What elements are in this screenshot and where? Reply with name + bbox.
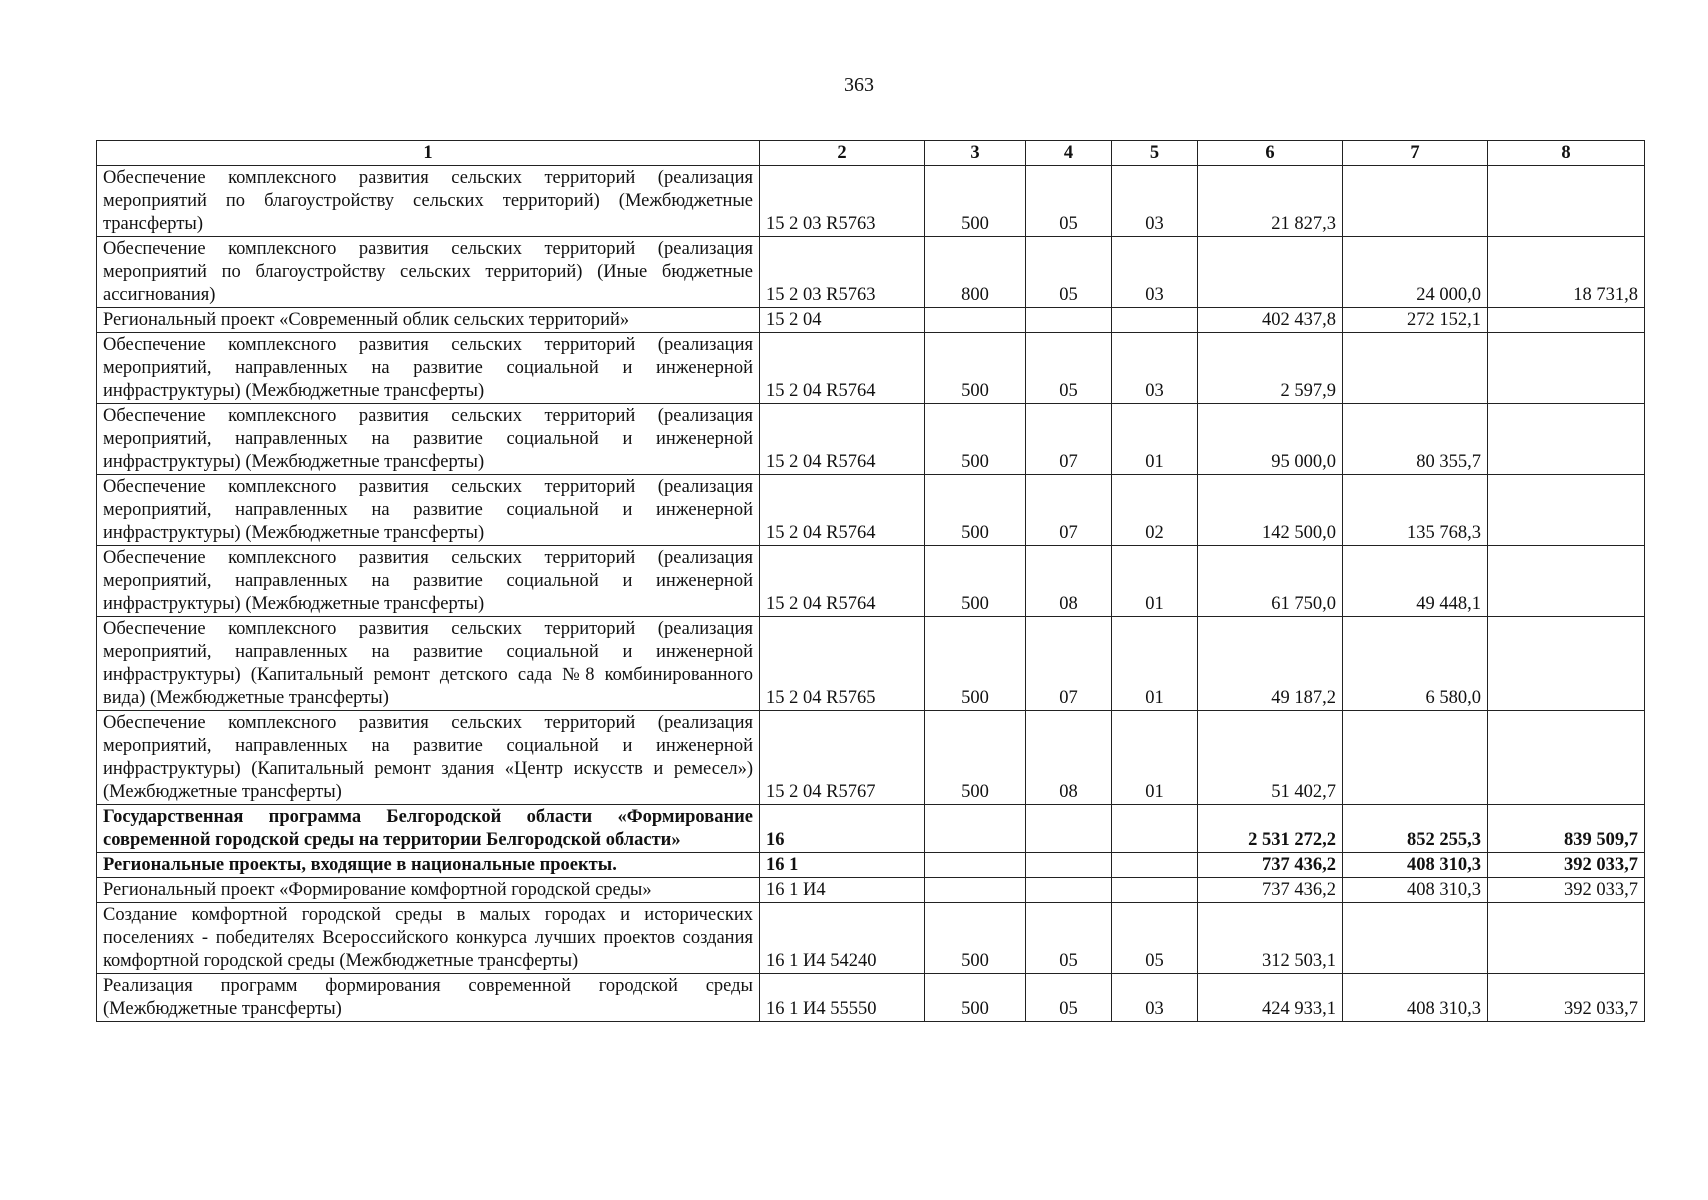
row-amount-year1: 737 436,2 — [1198, 878, 1343, 903]
row-description: Обеспечение комплексного развития сельских территорий (реализация мероприятий, направленных на развитие социальной и инженерной инфраструктуры) (Межбюджетные трансферты) — [97, 475, 760, 546]
row-section: 07 — [1026, 404, 1112, 475]
row-section — [1026, 878, 1112, 903]
col-header-2: 2 — [760, 141, 925, 166]
row-code: 16 1 — [760, 853, 925, 878]
row-section: 07 — [1026, 475, 1112, 546]
row-description: Обеспечение комплексного развития сельских территорий (реализация мероприятий по благоустройству сельских территорий) (Межбюджетные трансферты) — [97, 166, 760, 237]
row-amount-year3: 839 509,7 — [1488, 805, 1645, 853]
row-amount-year1: 142 500,0 — [1198, 475, 1343, 546]
row-subsection: 03 — [1112, 333, 1198, 404]
row-subsection — [1112, 308, 1198, 333]
table-row — [97, 805, 1645, 853]
row-amount-year3 — [1488, 617, 1645, 711]
row-amount-year3: 392 033,7 — [1488, 853, 1645, 878]
table-row — [97, 903, 1645, 974]
row-amount-year1: 2 597,9 — [1198, 333, 1343, 404]
row-description: Обеспечение комплексного развития сельских территорий (реализация мероприятий, направленных на развитие социальной и инженерной инфраструктуры) (Капитальный ремонт здания «Центр искусств и ремесел») (Межбюджетные трансферты) — [97, 711, 760, 805]
row-amount-year2: 80 355,7 — [1343, 404, 1488, 475]
row-amount-year2 — [1343, 711, 1488, 805]
row-amount-year1 — [1198, 237, 1343, 308]
row-amount-year2 — [1343, 903, 1488, 974]
row-subsection — [1112, 853, 1198, 878]
row-subsection: 01 — [1112, 404, 1198, 475]
row-expense-type: 500 — [925, 617, 1026, 711]
row-description: Обеспечение комплексного развития сельских территорий (реализация мероприятий, направленных на развитие социальной и инженерной инфраструктуры) (Межбюджетные трансферты) — [97, 546, 760, 617]
row-code: 15 2 04 R5764 — [760, 404, 925, 475]
row-description: Обеспечение комплексного развития сельских территорий (реализация мероприятий, направленных на развитие социальной и инженерной инфраструктуры) (Межбюджетные трансферты) — [97, 333, 760, 404]
row-amount-year1: 312 503,1 — [1198, 903, 1343, 974]
table-row — [97, 974, 1645, 1022]
row-amount-year1: 424 933,1 — [1198, 974, 1343, 1022]
row-code: 15 2 04 R5764 — [760, 546, 925, 617]
row-description: Обеспечение комплексного развития сельских территорий (реализация мероприятий по благоустройству сельских территорий) (Иные бюджетные ассигнования) — [97, 237, 760, 308]
row-description: Реализация программ формирования современной городской среды (Межбюджетные трансферты) — [97, 974, 760, 1022]
row-expense-type — [925, 878, 1026, 903]
row-code: 15 2 04 R5764 — [760, 333, 925, 404]
row-subsection: 01 — [1112, 617, 1198, 711]
row-amount-year1: 21 827,3 — [1198, 166, 1343, 237]
row-subsection: 03 — [1112, 237, 1198, 308]
row-subsection: 05 — [1112, 903, 1198, 974]
row-code: 15 2 04 R5764 — [760, 475, 925, 546]
table-row — [97, 333, 1645, 404]
row-amount-year2: 408 310,3 — [1343, 974, 1488, 1022]
table-row — [97, 475, 1645, 546]
col-header-1: 1 — [97, 141, 760, 166]
row-expense-type: 800 — [925, 237, 1026, 308]
col-header-6: 6 — [1198, 141, 1343, 166]
row-section: 08 — [1026, 711, 1112, 805]
row-amount-year1: 95 000,0 — [1198, 404, 1343, 475]
row-code: 15 2 03 R5763 — [760, 166, 925, 237]
col-header-3: 3 — [925, 141, 1026, 166]
col-header-4: 4 — [1026, 141, 1112, 166]
row-section: 07 — [1026, 617, 1112, 711]
row-amount-year1: 2 531 272,2 — [1198, 805, 1343, 853]
row-amount-year2 — [1343, 166, 1488, 237]
row-expense-type: 500 — [925, 974, 1026, 1022]
row-amount-year2: 6 580,0 — [1343, 617, 1488, 711]
row-code: 16 1 И4 55550 — [760, 974, 925, 1022]
row-amount-year2: 24 000,0 — [1343, 237, 1488, 308]
col-header-5: 5 — [1112, 141, 1198, 166]
row-expense-type: 500 — [925, 546, 1026, 617]
row-amount-year3 — [1488, 333, 1645, 404]
row-section: 05 — [1026, 974, 1112, 1022]
row-expense-type: 500 — [925, 711, 1026, 805]
row-amount-year2: 272 152,1 — [1343, 308, 1488, 333]
row-subsection: 03 — [1112, 974, 1198, 1022]
table-row — [97, 404, 1645, 475]
table-row — [97, 617, 1645, 711]
row-amount-year3: 392 033,7 — [1488, 878, 1645, 903]
row-description: Государственная программа Белгородской области «Формирование современной городской среды на территории Белгородской области» — [97, 805, 760, 853]
row-code: 15 2 04 — [760, 308, 925, 333]
table-row — [97, 237, 1645, 308]
row-expense-type: 500 — [925, 333, 1026, 404]
row-subsection — [1112, 878, 1198, 903]
table-row — [97, 878, 1645, 903]
row-code: 15 2 04 R5767 — [760, 711, 925, 805]
row-amount-year1: 402 437,8 — [1198, 308, 1343, 333]
row-amount-year2: 852 255,3 — [1343, 805, 1488, 853]
row-section — [1026, 308, 1112, 333]
header-row — [97, 141, 1645, 166]
row-subsection — [1112, 805, 1198, 853]
row-amount-year2: 49 448,1 — [1343, 546, 1488, 617]
row-section: 05 — [1026, 333, 1112, 404]
row-section: 05 — [1026, 903, 1112, 974]
row-amount-year2: 408 310,3 — [1343, 853, 1488, 878]
row-amount-year3 — [1488, 546, 1645, 617]
row-amount-year2 — [1343, 333, 1488, 404]
row-code: 15 2 03 R5763 — [760, 237, 925, 308]
row-amount-year1: 49 187,2 — [1198, 617, 1343, 711]
page-number: 363 — [844, 74, 874, 96]
row-amount-year3 — [1488, 475, 1645, 546]
row-section — [1026, 805, 1112, 853]
row-amount-year3 — [1488, 308, 1645, 333]
row-subsection: 03 — [1112, 166, 1198, 237]
row-expense-type — [925, 805, 1026, 853]
row-amount-year1: 61 750,0 — [1198, 546, 1343, 617]
row-amount-year2: 408 310,3 — [1343, 878, 1488, 903]
row-description: Региональный проект «Современный облик сельских территорий» — [97, 308, 760, 333]
row-amount-year2: 135 768,3 — [1343, 475, 1488, 546]
row-amount-year3 — [1488, 711, 1645, 805]
row-subsection: 02 — [1112, 475, 1198, 546]
row-code: 15 2 04 R5765 — [760, 617, 925, 711]
row-subsection: 01 — [1112, 546, 1198, 617]
row-description: Создание комфортной городской среды в малых городах и исторических поселениях - победителях Всероссийского конкурса лучших проектов создания комфортной городской среды (Межбюджетные трансферты) — [97, 903, 760, 974]
table-row — [97, 711, 1645, 805]
table-row — [97, 308, 1645, 333]
row-amount-year3 — [1488, 903, 1645, 974]
row-amount-year1: 51 402,7 — [1198, 711, 1343, 805]
row-expense-type: 500 — [925, 903, 1026, 974]
row-expense-type — [925, 853, 1026, 878]
row-section: 08 — [1026, 546, 1112, 617]
table-row — [97, 546, 1645, 617]
row-description: Обеспечение комплексного развития сельских территорий (реализация мероприятий, направленных на развитие социальной и инженерной инфраструктуры) (Межбюджетные трансферты) — [97, 404, 760, 475]
row-amount-year3 — [1488, 404, 1645, 475]
table-row — [97, 166, 1645, 237]
row-description: Обеспечение комплексного развития сельских территорий (реализация мероприятий, направленных на развитие социальной и инженерной инфраструктуры) (Капитальный ремонт детского сада №8 комбинированного вида) (Межбюджетные трансферты) — [97, 617, 760, 711]
row-expense-type: 500 — [925, 475, 1026, 546]
row-section: 05 — [1026, 166, 1112, 237]
row-code: 16 1 И4 54240 — [760, 903, 925, 974]
row-amount-year3 — [1488, 166, 1645, 237]
row-description: Региональные проекты, входящие в национальные проекты. — [97, 853, 760, 878]
row-code: 16 1 И4 — [760, 878, 925, 903]
row-expense-type: 500 — [925, 166, 1026, 237]
row-amount-year1: 737 436,2 — [1198, 853, 1343, 878]
row-code: 16 — [760, 805, 925, 853]
row-expense-type — [925, 308, 1026, 333]
row-amount-year3: 18 731,8 — [1488, 237, 1645, 308]
col-header-8: 8 — [1488, 141, 1645, 166]
row-section: 05 — [1026, 237, 1112, 308]
row-subsection: 01 — [1112, 711, 1198, 805]
row-description: Региональный проект «Формирование комфортной городской среды» — [97, 878, 760, 903]
row-expense-type: 500 — [925, 404, 1026, 475]
budget-table — [96, 140, 1645, 1022]
row-section — [1026, 853, 1112, 878]
table-row — [97, 853, 1645, 878]
col-header-7: 7 — [1343, 141, 1488, 166]
row-amount-year3: 392 033,7 — [1488, 974, 1645, 1022]
